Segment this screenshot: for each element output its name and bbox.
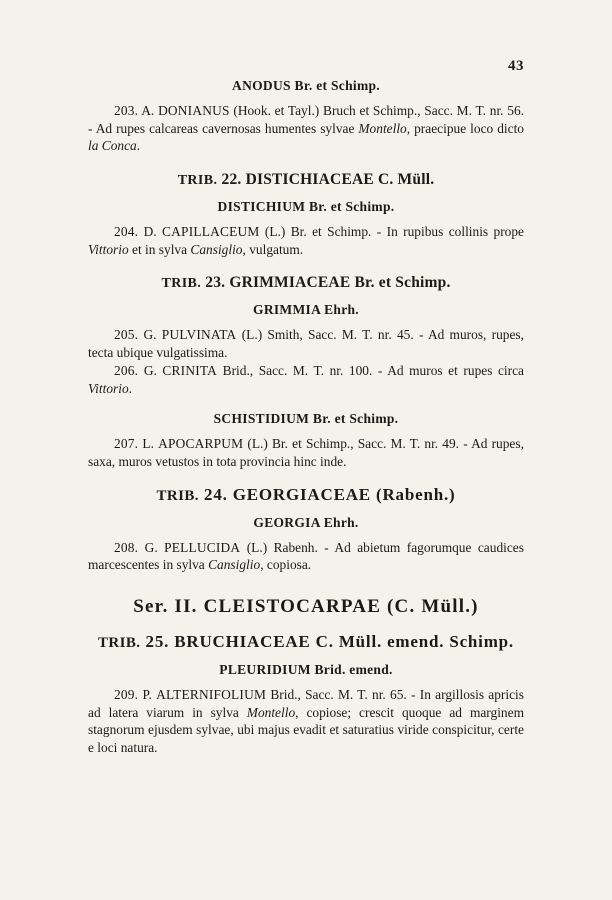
genus-authority: Brid. emend. <box>314 661 393 677</box>
genus-authority: Br. et Schimp. <box>312 411 399 427</box>
entry-place-1: Montello <box>246 704 296 720</box>
tribe-label: TRIB. <box>177 173 218 189</box>
entry-text-1: - In argillosis apricis ad latera viarum in sylva <box>88 686 524 720</box>
tribe-number: 24. <box>204 484 228 504</box>
entry-text-2: , copiosa. <box>260 557 312 573</box>
genus-name: DISTICHIUM <box>217 199 306 215</box>
entry-authority: (L.) Br. et Schimp. <box>264 224 372 240</box>
entry-place-1: Montello <box>358 120 407 136</box>
tribe-name: DISTICHIACEAE <box>245 171 374 189</box>
genus-name: GRIMMIA <box>253 302 321 318</box>
entry-abbrev: P. <box>142 686 152 702</box>
page-number: 43 <box>508 58 524 74</box>
species-entry <box>88 686 524 757</box>
entry-number: 203. <box>114 103 139 118</box>
species-entry <box>88 223 524 258</box>
entry-abbrev: D. <box>143 224 157 240</box>
entry-abbrev: G. <box>143 327 157 343</box>
tribe-label: TRIB. <box>98 634 141 651</box>
tribe-authority: Br. et Schimp. <box>354 274 451 292</box>
entry-abbrev: G. <box>144 539 158 555</box>
tribe-authority: (Rabenh.) <box>376 484 456 504</box>
entry-place-1: Cansiglio <box>208 557 261 573</box>
entry-text-1: - In rupibus collinis prope <box>376 224 524 240</box>
tribe-authority: C. Müll. <box>378 171 435 189</box>
entry-abbrev: L. <box>142 436 154 452</box>
genus-authority: Br. et Schimp. <box>308 199 395 215</box>
entry-place-1: Vittorio <box>88 380 129 396</box>
tribe-heading <box>88 632 524 652</box>
entry-number: 205. <box>114 327 139 343</box>
series-name: CLEISTOCARPAE <box>203 595 382 617</box>
genus-authority: Br. et Schimp. <box>294 78 380 93</box>
entry-authority: Brid., Sacc. M. T. nr. 100. <box>222 362 373 378</box>
entry-place-2: Cansiglio <box>190 241 243 257</box>
species-entry <box>88 435 524 470</box>
entry-text-1: - Ad muros, rupes, tecta ubique vulgatissima. <box>88 327 524 361</box>
entry-abbrev: G. <box>143 362 157 378</box>
entry-authority: (L.) Br. et Schimp., Sacc. M. T. nr. 49. <box>247 436 460 452</box>
tribe-label: TRIB. <box>156 487 199 504</box>
genus-heading <box>88 515 524 531</box>
entry-number: 204. <box>114 224 139 240</box>
tribe-name: BRUCHIACEAE <box>174 631 311 651</box>
tribe-heading <box>88 274 524 292</box>
species-entry <box>88 102 524 155</box>
entry-text-2: . <box>128 380 133 396</box>
tribe-authority: C. Müll. emend. Schimp. <box>315 631 514 651</box>
entry-species: PULVINATA <box>161 327 237 343</box>
entry-text-1: - Ad rupes calcareas cavernosas humentes sylvae <box>88 120 359 136</box>
genus-heading <box>88 78 524 94</box>
entry-species: CRINITA <box>162 362 218 378</box>
genus-heading <box>88 302 524 318</box>
species-entry <box>88 539 524 574</box>
entry-number: 208. <box>114 539 139 555</box>
page-content <box>88 78 524 757</box>
entry-species: DONIANUS <box>158 103 230 118</box>
series-authority: (C. Müll.) <box>387 595 479 617</box>
entry-number: 209. <box>114 686 139 702</box>
entry-species: APOCARPUM <box>158 436 244 452</box>
genus-name: ANODUS <box>232 78 291 93</box>
species-entry <box>88 326 524 361</box>
entry-text-3: , vulgatum. <box>242 241 304 257</box>
entry-species: ALTERNIFOLIUM <box>156 686 267 702</box>
series-heading <box>88 596 524 618</box>
series-label: Ser. <box>133 595 169 617</box>
tribe-number: 23. <box>205 274 226 292</box>
entry-text-1: - Ad abietum fagorumque caudices marcescentes in sylva <box>88 539 524 573</box>
entry-species: CAPILLACEUM <box>162 224 260 240</box>
entry-authority: Brid., Sacc. M. T. nr. 65. <box>270 686 407 702</box>
genus-heading <box>88 199 524 215</box>
tribe-name: GRIMMIACEAE <box>229 274 351 292</box>
genus-name: PLEURIDIUM <box>219 661 311 677</box>
tribe-label: TRIB. <box>161 276 202 292</box>
tribe-name: GEORGIACEAE <box>232 484 371 504</box>
entry-text-1: - Ad rupes, saxa, muros vetustos in tota provincia hinc inde. <box>88 436 524 469</box>
entry-authority: (L.) Smith, Sacc. M. T. nr. 45. <box>241 327 414 343</box>
entry-place-1: Vittorio <box>88 241 129 257</box>
entry-species: PELLUCIDA <box>164 539 241 555</box>
genus-heading <box>88 411 524 427</box>
entry-place-2: la Conca <box>88 138 137 154</box>
genus-authority: Ehrh. <box>324 302 359 318</box>
entry-text-3: . <box>136 138 141 154</box>
entry-text-1: - Ad muros et rupes circa <box>377 362 524 378</box>
genus-heading <box>88 662 524 678</box>
tribe-heading <box>88 485 524 505</box>
entry-text-2: et in sylva <box>128 241 191 257</box>
tribe-number: 22. <box>221 171 242 189</box>
entry-text-2: , praecipue loco dicto <box>406 120 524 136</box>
entry-text-2: , copiose; crescit quoque ad marginem stagnorum ejusdem sylvae, ubi majus evadit et saturatius viride conspicitur, certe e loci natura. <box>88 704 524 755</box>
entry-number: 207. <box>114 436 139 452</box>
species-entry <box>88 362 524 397</box>
genus-authority: Ehrh. <box>323 514 359 530</box>
genus-name: SCHISTIDIUM <box>213 411 310 427</box>
genus-name: GEORGIA <box>253 514 321 530</box>
tribe-heading <box>88 171 524 189</box>
entry-authority: (Hook. et Tayl.) Bruch et Schimp., Sacc. M. T. nr. 56. <box>233 103 525 118</box>
entry-abbrev: A. <box>141 103 155 118</box>
entry-number: 206. <box>114 362 139 378</box>
series-number: II. <box>174 595 198 617</box>
tribe-number: 25. <box>145 631 170 651</box>
entry-authority: (L.) Rabenh. <box>246 539 318 555</box>
